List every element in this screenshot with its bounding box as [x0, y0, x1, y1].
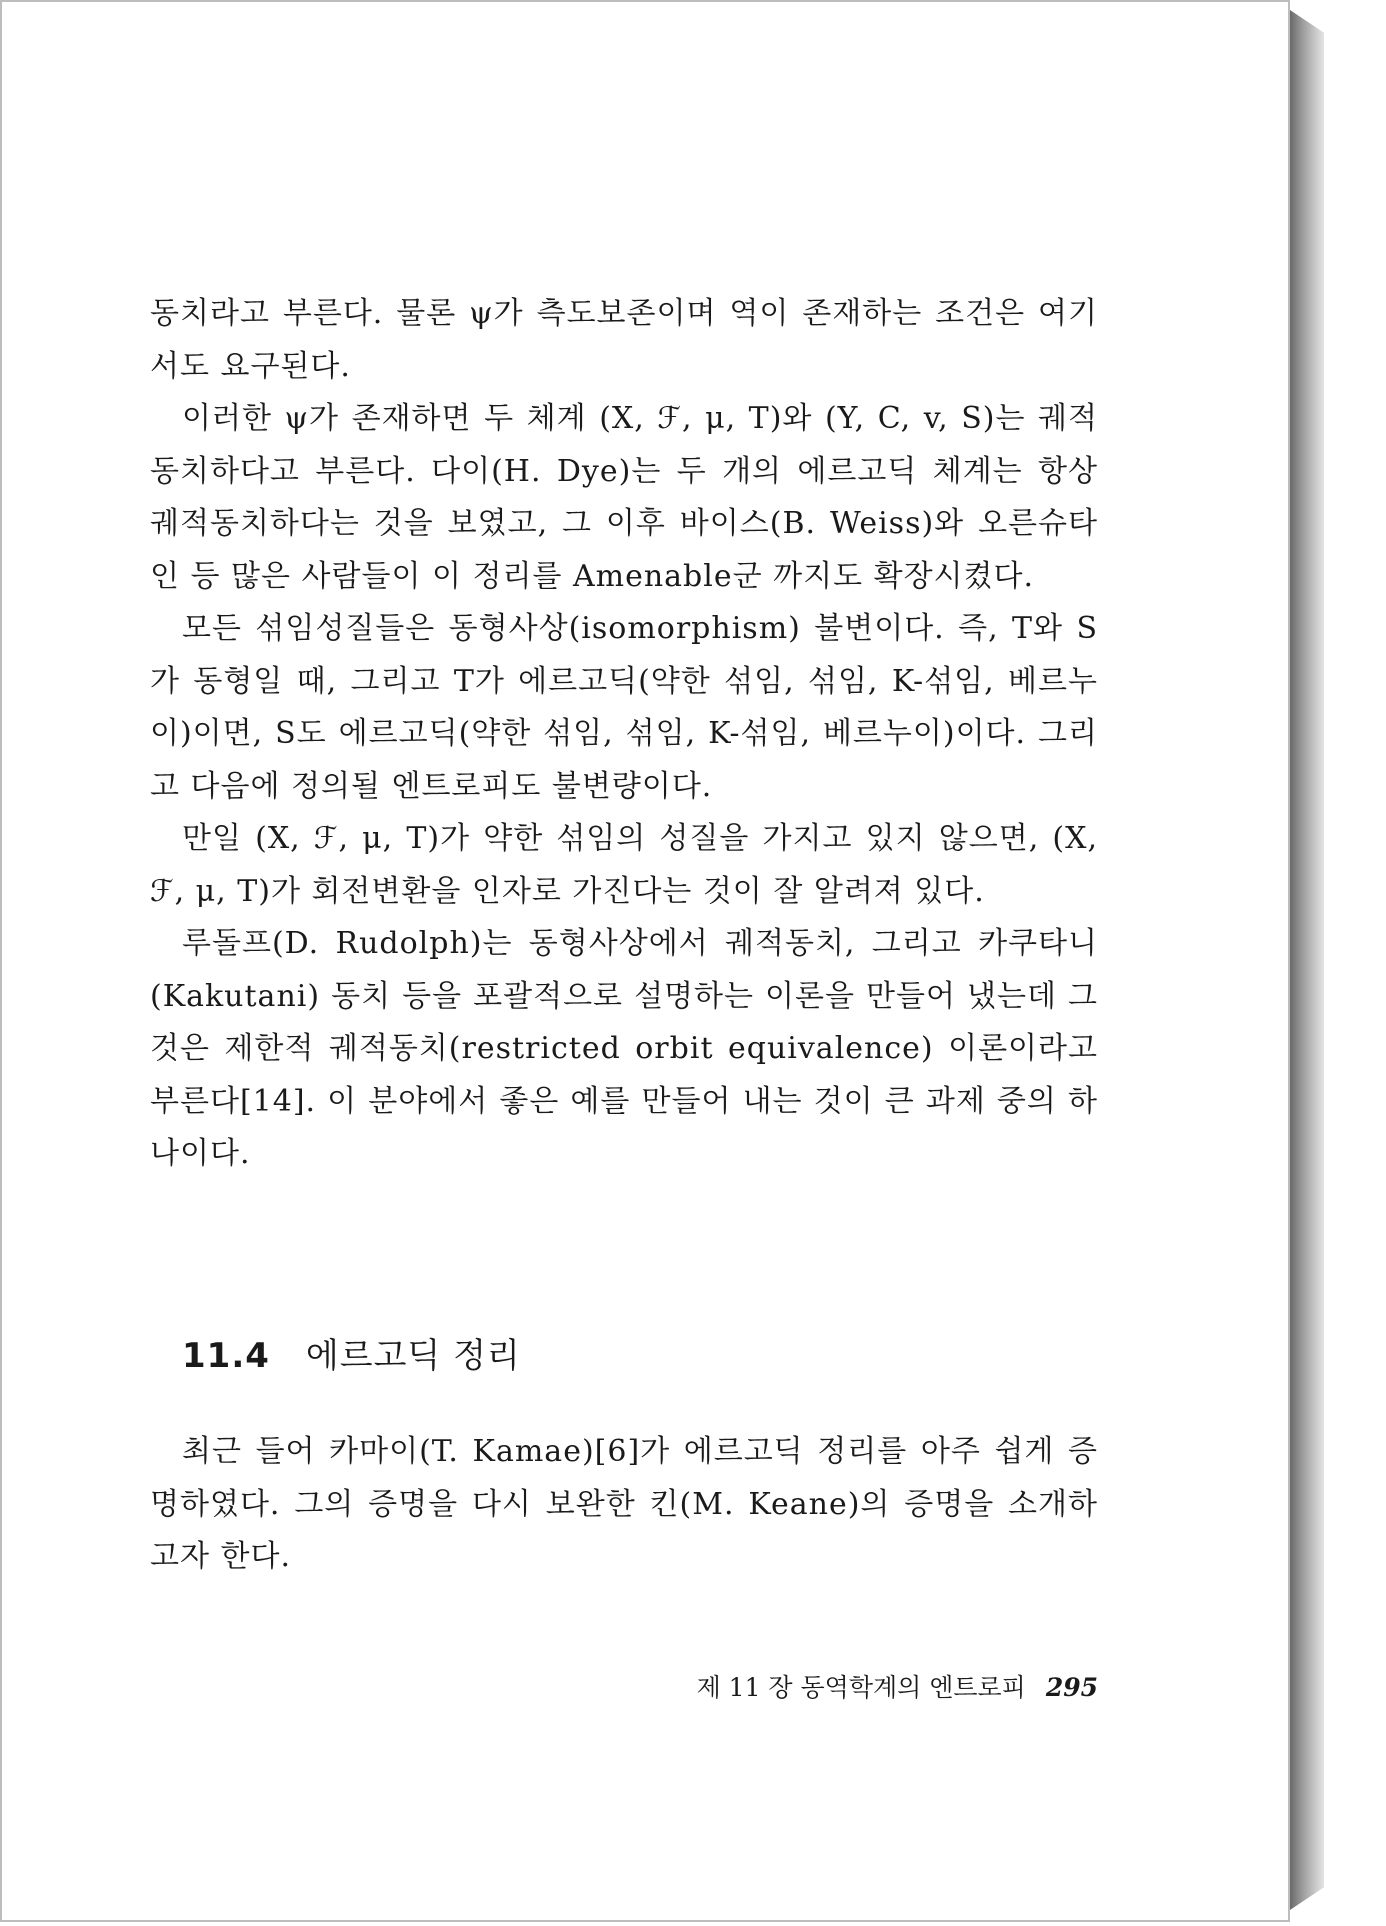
- section-title: 에르고딕 정리: [305, 1336, 521, 1376]
- paragraph-4: 만일 (X, ℱ, μ, T)가 약한 섞임의 성질을 가지고 있지 않으면, (X, ℱ, μ, T)가 회전변환을 인자로 가진다는 것이 잘 알려져 있다.: [150, 821, 1098, 909]
- paragraph-2: 이러한 ψ가 존재하면 두 체계 (X, ℱ, μ, T)와 (Y, C, v, S)는 궤적동치하다고 부른다. 다이(H. Dye)는 두 개의 에르고딕 체계는 항상 궤적동치하다는 것을 보였고, 그 이후 바이스(B. Weiss)와 오른슈타인 등 많은 사람들이 이 정리를 Amenable군 까지도 확장시켰다.: [150, 401, 1098, 594]
- section-heading: [182, 1328, 521, 1377]
- running-head: 제 11 장 동역학계의 엔트로피: [696, 1673, 1026, 1702]
- paragraph-3: 모든 섞임성질들은 동형사상(isomorphism) 불변이다. 즉, T와 S가 동형일 때, 그리고 T가 에르고딕(약한 섞임, 섞임, K-섞임, 베르누이)이면, S도 에르고딕(약한 섞임, 섞임, K-섞임, 베르누이)이다. 그리고 다음에 정의될 엔트로피도 불변량이다.: [150, 611, 1098, 804]
- section-number: 11.4: [182, 1336, 270, 1376]
- section-paragraph: 최근 들어 카마이(T. Kamae)[6]가 에르고딕 정리를 아주 쉽게 증명하였다. 그의 증명을 다시 보완한 킨(M. Keane)의 증명을 소개하고자 한다.: [150, 1434, 1098, 1574]
- page-stack-edge: [1290, 10, 1324, 1910]
- paragraph-5: 루돌프(D. Rudolph)는 동형사상에서 궤적동치, 그리고 카쿠타니(Kakutani) 동치 등을 포괄적으로 설명하는 이론을 만들어 냈는데 그것은 제한적 궤적동치(restricted orbit equivalence) 이론이라고 부른다[14]. 이 분야에서 좋은 예를 만들어 내는 것이 큰 과제 중의 하나이다.: [150, 926, 1098, 1171]
- page-footer: [646, 1668, 1098, 1704]
- body-text: [150, 288, 1098, 1181]
- section-body: [150, 1426, 1098, 1584]
- page-number: 295: [1045, 1673, 1098, 1702]
- paragraph-1: 동치라고 부른다. 물론 ψ가 측도보존이며 역이 존재하는 조건은 여기서도 요구된다.: [150, 296, 1098, 384]
